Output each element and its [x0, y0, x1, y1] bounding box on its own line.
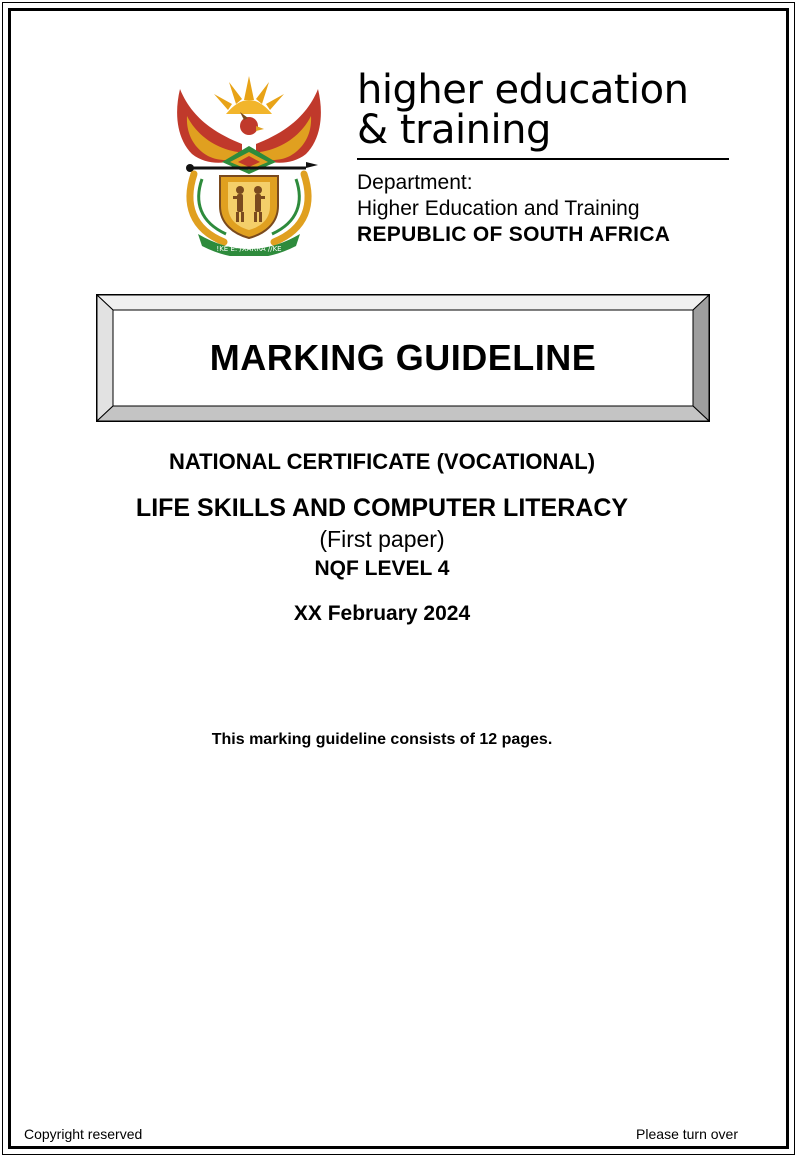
brand-divider [357, 158, 729, 160]
department-text [357, 170, 670, 248]
country-name: REPUBLIC OF SOUTH AFRICA [357, 223, 671, 246]
document-title: MARKING GUIDELINE [209, 337, 597, 378]
footer-copyright: Copyright reserved [24, 1126, 143, 1142]
motto-text: !KE E: /XARRA //KE [216, 245, 282, 253]
subject-name: LIFE SKILLS AND COMPUTER LITERACY [135, 494, 629, 522]
page-count-note: This marking guideline consists of 12 pages. [211, 731, 553, 748]
shield-icon [220, 176, 278, 238]
department-header [357, 67, 737, 246]
coat-of-arms-emblem [172, 74, 326, 256]
rising-sun-icon [214, 76, 284, 114]
paper-label: (First paper) [319, 526, 445, 552]
brand-line-1: higher education [357, 67, 689, 113]
department-label: Department: [357, 171, 473, 194]
footer-turn-over: Please turn over [636, 1126, 738, 1142]
nqf-level: NQF LEVEL 4 [314, 557, 450, 580]
department-name: Higher Education and Training [357, 197, 640, 220]
brand-line-2: & training [357, 107, 551, 153]
exam-date: XX February 2024 [293, 602, 471, 625]
certificate-name: NATIONAL CERTIFICATE (VOCATIONAL) [168, 449, 596, 474]
